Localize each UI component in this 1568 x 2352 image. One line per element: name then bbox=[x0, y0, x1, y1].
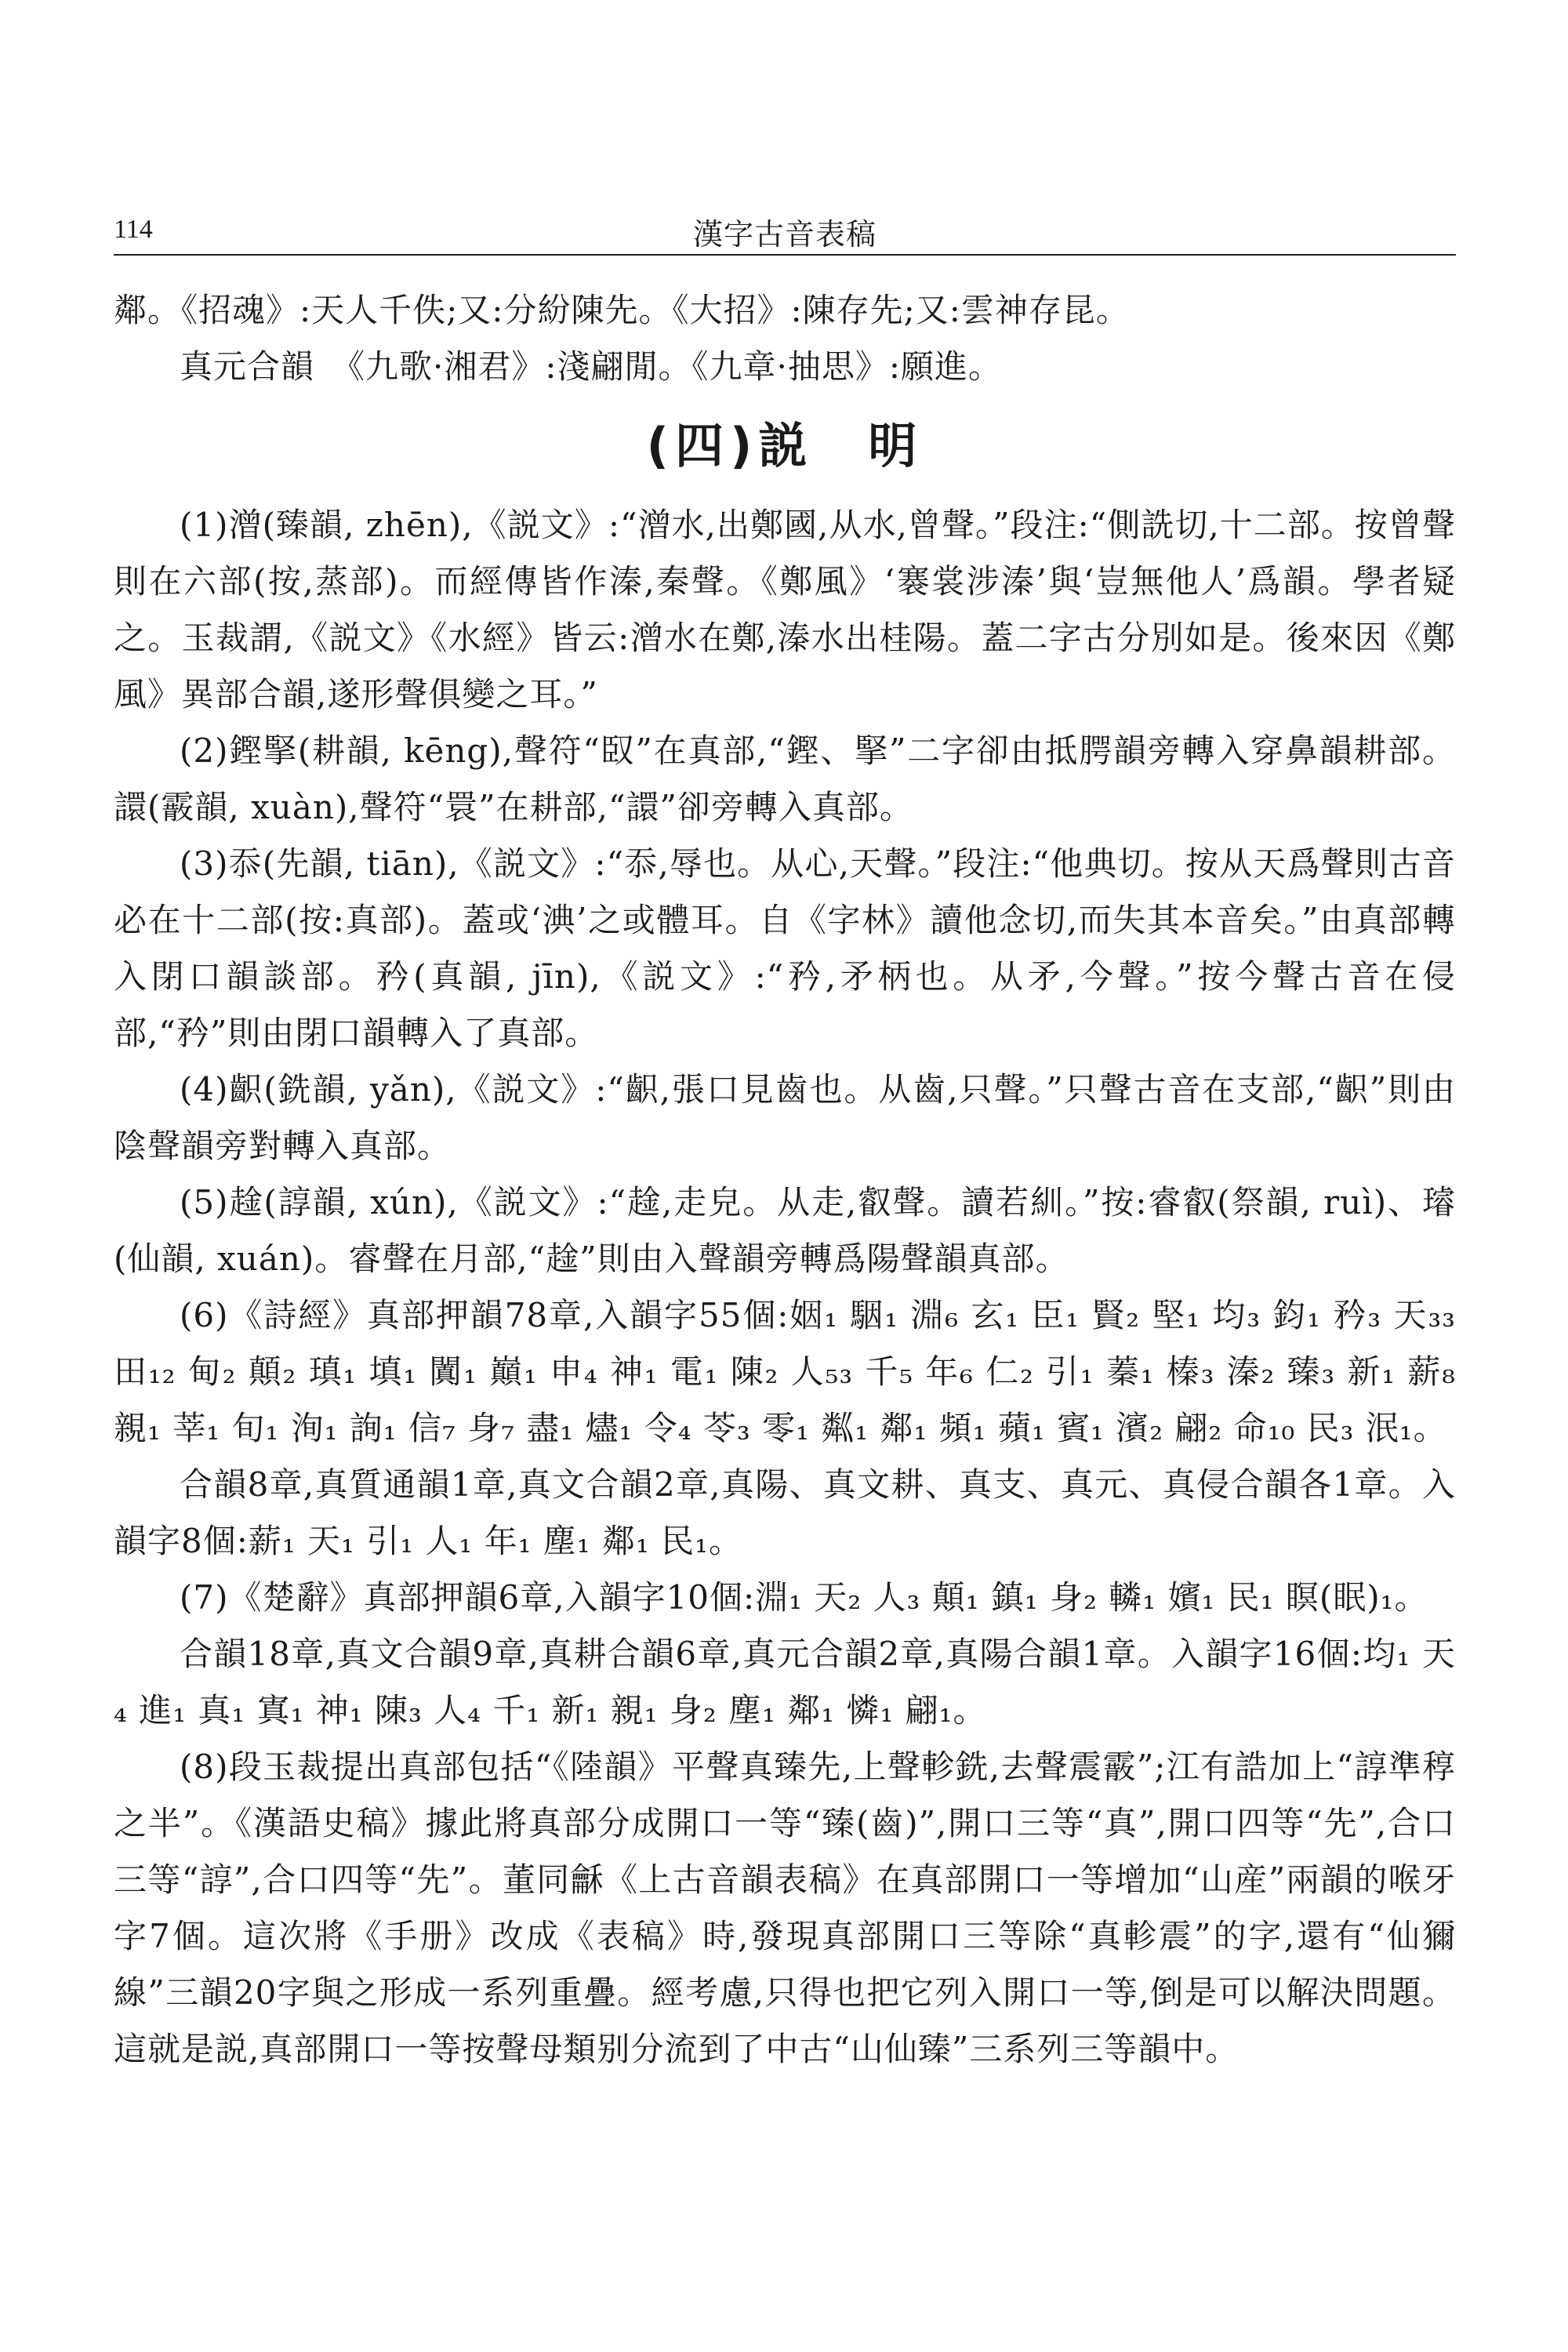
paragraph-7: (7)《楚辭》真部押韻6章,入韻字10個:淵₁ 天₂ 人₃ 顛₁ 鎮₁ 身₂ 轔₁ 嬪₁ 民₁ 瞑(眠)₁。 bbox=[180, 1578, 1428, 1617]
body-text bbox=[114, 282, 1456, 2078]
paragraph-2: (2)鏗掔(耕韻, kēng),聲符“臤”在真部,“鏗、掔”二字卻由抵腭韻旁轉入穿鼻韻耕部。譞(霰韻, xuàn),聲符“睘”在耕部,“譞”卻旁轉入真部。 bbox=[114, 731, 1456, 826]
page-header bbox=[114, 210, 1456, 256]
paragraph-4: (4)齞(銑韻, yǎn),《説文》:“齞,張口見齒也。从齒,只聲。”只聲古音在支部,“齞”則由陰聲韻旁對轉入真部。 bbox=[114, 1070, 1456, 1165]
page-number: 114 bbox=[114, 215, 153, 244]
paragraph-1: (1)潧(臻韻, zhēn),《説文》:“潧水,出鄭國,从水,曾聲。”段注:“側詵切,十二部。按曾聲則在六部(按,蒸部)。而經傳皆作溱,秦聲。《鄭風》‘褰裳涉溱’與‘豈無他人’爲韻。學者疑之。玉裁謂,《説文》《水經》皆云:潧水在鄭,溱水出桂陽。蓋二字古分別如是。後來因《鄭風》異部合韻,遂形聲俱變之耳。” bbox=[114, 506, 1456, 713]
running-title: 漢字古音表稿 bbox=[692, 217, 877, 252]
paragraph-7-continued: 合韻18章,真文合韻9章,真耕合韻6章,真元合韻2章,真陽合韻1章。入韻字16個:均₁ 天₄ 進₁ 真₁ 寘₁ 神₁ 陳₃ 人₄ 千₁ 新₁ 親₁ 身₂ 塵₁ 鄰₁ 憐₁ 翩₁。 bbox=[114, 1635, 1456, 1730]
paragraph-8: (8)段玉裁提出真部包括“《陸韻》平聲真臻先,上聲軫銑,去聲震霰”;江有誥加上“諄準稕之半”。《漢語史稿》據此將真部分成開口一等“臻(齒)”,開口三等“真”,開口四等“先”,合口三等“諄”,合口四等“先”。董同龢《上古音韻表稿》在真部開口一等增加“山産”兩韻的喉牙字7個。這次將《手册》改成《表稿》時,發現真部開口三等除“真軫震”的字,還有“仙獮線”三韻20字與之形成一系列重疊。經考慮,只得也把它列入開口一等,倒是可以解決問題。這就是説,真部開口一等按聲母類别分流到了中古“山仙臻”三系列三等韻中。 bbox=[114, 1748, 1456, 2068]
paragraph-6-continued: 合韻8章,真質通韻1章,真文合韻2章,真陽、真文耕、真支、真元、真侵合韻各1章。入韻字8個:薪₁ 天₁ 引₁ 人₁ 年₁ 塵₁ 鄰₁ 民₁。 bbox=[114, 1465, 1456, 1560]
rhyme-line: 真元合韻 《九歌·湘君》:淺翩閒。《九章·抽思》:願進。 bbox=[180, 347, 1003, 386]
paragraph-3: (3)忝(先韻, tiān),《説文》:“忝,辱也。从心,天聲。”段注:“他典切。按从天爲聲則古音必在十二部(按:真部)。蓋或‘淟’之或體耳。自《字林》讀他念切,而失其本音矣。”由真部轉入閉口韻談部。矜(真韻, jīn),《説文》:“矜,矛柄也。从矛,今聲。”按今聲古音在侵部,“矜”則由閉口韻轉入了真部。 bbox=[114, 844, 1456, 1052]
paragraph-6: (6)《詩經》真部押韻78章,入韻字55個:姻₁ 駰₁ 淵₆ 玄₁ 臣₁ 賢₂ 堅₁ 均₃ 鈞₁ 矜₃ 天₃₃ 田₁₂ 甸₂ 顛₂ 瑱₁ 填₁ 闐₁ 巔₁ 申₄ 神₁ 電₁ 陳₂ 人₅₃ 千₅ 年₆ 仁₂ 引₁ 蓁₁ 榛₃ 溱₂ 臻₃ 新₁ 薪₈ 親₁ 莘₁ 旬₁ 洵₁ 詢₁ 信₇ 身₇ 盡₁ 燼₁ 令₄ 苓₃ 零₁ 粼₁ 鄰₁ 頻₁ 蘋₁ 賓₁ 濱₂ 翩₂ 命₁₀ 民₃ 泯₁。 bbox=[114, 1296, 1456, 1447]
section-title: (四)説 明 bbox=[646, 417, 924, 474]
paragraph-5: (5)趛(諄韻, xún),《説文》:“趛,走皃。从走,叡聲。讀若紃。”按:睿叡(祭韻, ruì)、璿(仙韻, xuán)。睿聲在月部,“趛”則由入聲韻旁轉爲陽聲韻真部。 bbox=[114, 1183, 1456, 1278]
rhyme-line: 鄰。《招魂》:天人千佚;又:分紛陳先。《大招》:陳存先;又:雲神存昆。 bbox=[114, 291, 1130, 329]
